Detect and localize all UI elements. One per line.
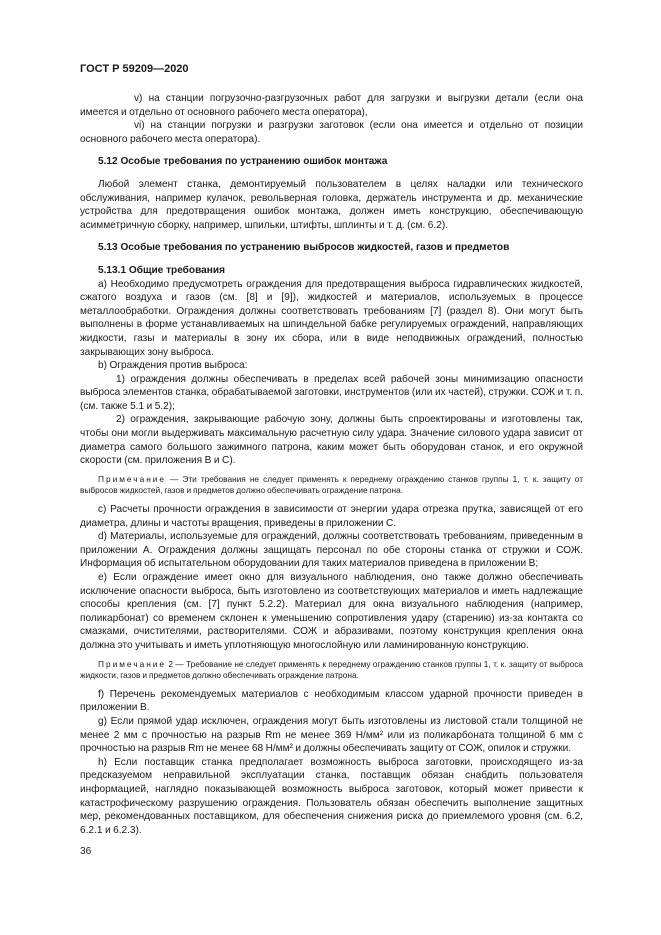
page-number: 36 [80,846,92,857]
standard-header: ГОСТ Р 59209—2020 [80,63,189,75]
item-g: g) Если прямой удар исключен, ограждения могут быть изготовлены из листовой стали толщиной не менее 2 мм с прочностью на разрыв Rm не менее 369 Н/мм² или из поликарбоната толщиной 6 мм с прочностью на разрыв Rm не менее 68 Н/мм² и должны обеспечивать защиту от СОЖ, опилок и стружки. [80,715,583,755]
note-1 [80,474,583,497]
item-f: f) Перечень рекомендуемых материалов с необходимым классом ударной прочности приведен в приложении B. [80,688,583,714]
item-e: e) Если ограждение имеет окно для визуального наблюдения, оно также должно обеспечивать исключение опасности выброса, быть изготовлено из соответствующих материалов и иметь надлежащие способы крепления (см. [7] пункт 5.2.2). Материал для окна визуального наблюдения (например, поликарбонат) со временем склонен к уменьшению сопротивления удару (старению) из-за контакта со смазками, очистителями, растворителями. СОЖ и абразивами, поэтому конструкция крепления окна должна это учитывать и иметь уплотняющую многослойную или ламинированную конструкцию. [80,572,583,651]
note-label: Примечание [98,473,167,484]
subsection-heading-5-13-1: 5.13.1 Общие требования [98,264,225,276]
item-b-2: 2) ограждения, закрывающие рабочую зону, должны быть спроектированы и изготовлены так, чтобы они могли выдерживать максимальную расчетную силу удара. Значение силового удара зависит от диаметра самого большого зажимного патрона, каким может быть оборудован станок, и его окружной скорости (см. приложения B и C). [80,414,583,467]
paragraph-5-12: Любой элемент станка, демонтируемый пользователем в целях наладки или технического обслуживания, например кулачок, револьверная головка, держатель инструмента и др. механические устройства для предотвращения ошибок монтажа, должен иметь конструкцию, обеспечивающую асимметричную сборку, например, шпильки, штифты, шплинты и т. д. (см. 6.2). [80,178,583,231]
item-h: h) Если поставщик станка предполагает возможность выброса заготовки, происходящего из-за предсказуемом неправильной эксплуатации станка, поставщик обязан снабдить пользователя информацией, наглядно показывающей возможность выброса заготовок, который может привести к катастрофическому разрушению ограждения. Пользователь обязан обеспечить выполнение защитных мер, рекомендованных поставщиком, для обеспечения снижения риска до приемлемого уровня (см. 6.2, 6.2.1 и 6.2.3). [80,756,583,836]
item-a: a) Необходимо предусмотреть ограждения для предотвращения выброса гидравлических жидкостей, сжатого воздуха и газов (см. [8] и [9]), жидкостей и материалов, используемых в процессе металлообработки. Ограждения должны соответствовать требованиям [7] (раздел 8). Они могут быть выполнены в форме устанавливаемых на шпиндельной бабке регулируемых ограждений, направляющих жидкости, газы и материалы в зону их сбора, или в виде неподвижных ограждений, полностью закрывающих зону выброса. [80,278,583,358]
note-2 [80,659,583,682]
item-d: d) Материалы, используемые для ограждений, должны соответствовать требованиям, приведенным в приложении A. Ограждения должны защищать персонал по обе стороны станка от стружки и СОЖ. Информация об испытательном оборудовании для таких материалов приведена в приложении B; [80,531,583,570]
item-b: b) Ограждения против выброса: [98,360,248,372]
note-text: 2 — Требование не следует применять к переднему ограждению станков группы 1, т. к. защиту от выброса жидкости, газов и предметов должно обеспечивать ограждение патрона. [80,658,583,681]
note-label: Примечание [98,658,167,669]
section-heading-5-12: 5.12 Особые требования по устранению ошибок монтажа [98,156,388,168]
text-column [80,92,583,837]
note-text: — Эти требования не следует применять к переднему ограждению станков группы 1, т. к. защиту от выбросов жидкостей, газов и предметов должно обеспечивать ограждение патрона. [80,473,583,496]
item-c: c) Расчеты прочности ограждения в зависимости от энергии удара отрезка прутка, зависящей от его диаметра, длины и частоты вращения, приведены в приложении C. [80,504,583,529]
item-b-1: 1) ограждения должны обеспечивать в пределах всей рабочей зоны минимизацию опасности выброса элементов станка, обрабатываемой заготовки, инструментов (или их частей), стружки. СОЖ и т. п. (см. также 5.1 и 5.2); [80,373,583,412]
list-item-vi: vi) на станции погрузки и разгрузки заготовок (если она имеется и отдельно от позиции основного рабочего места оператора). [80,120,583,145]
section-heading-5-13: 5.13 Особые требования по устранению выбросов жидкостей, газов и предметов [98,242,510,254]
list-item-v: v) на станции погрузочно-разгрузочных работ для загрузки и выгрузки детали (если она имеется и отдельно от основного рабочего места оператора), [80,93,583,118]
